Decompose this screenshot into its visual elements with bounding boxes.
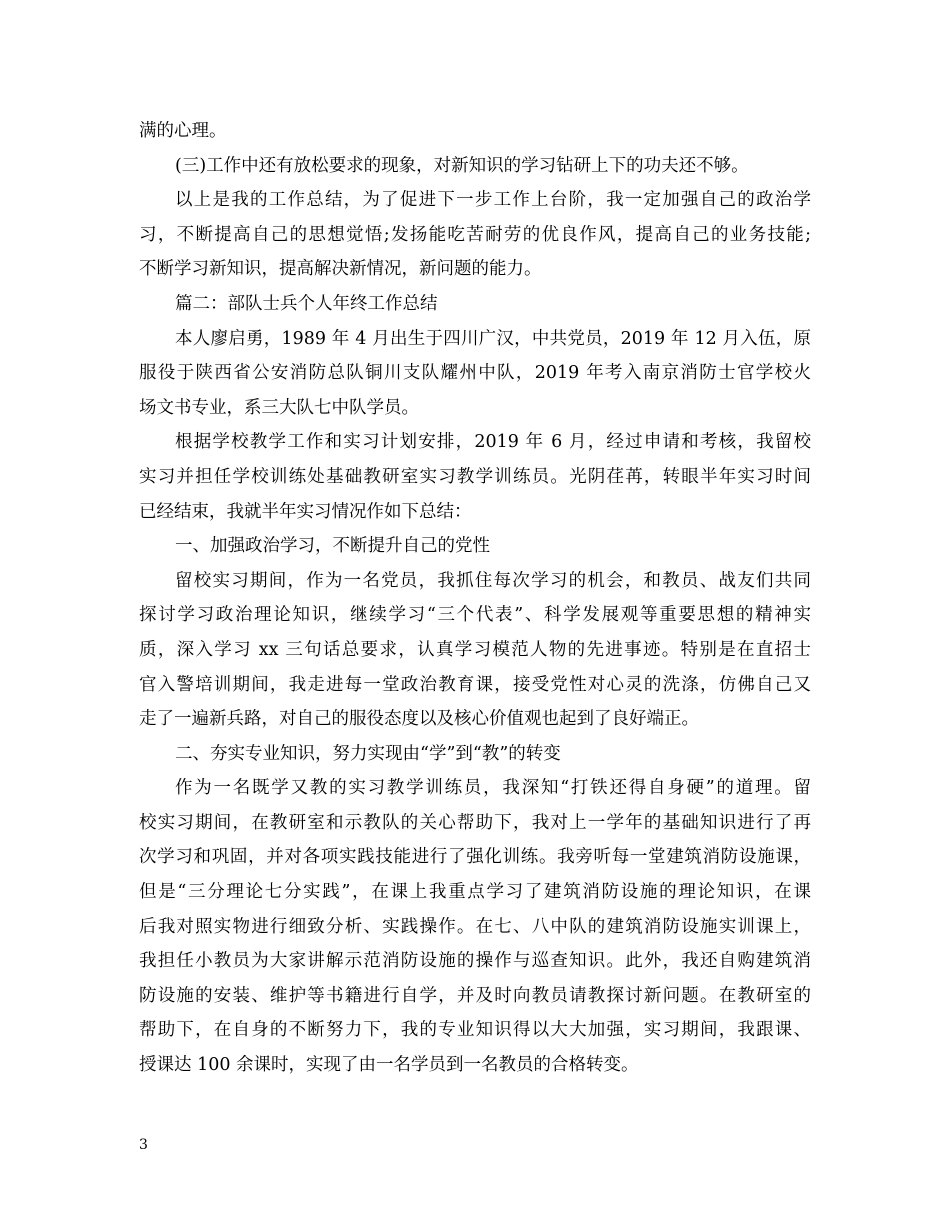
text-line: 质，深入学习 xx 三句话总要求，认真学习模范人物的先进事迹。特别是在直招士	[139, 639, 811, 660]
text-line: 二、夯实专业知识，努力实现由“学”到“教”的转变	[175, 743, 561, 764]
text-line: 后我对照实物进行细致分析、实践操作。在七、八中队的建筑消防设施实训课上，	[139, 916, 811, 937]
text-line: 满的心理。	[139, 121, 227, 141]
text-line: 实习并担任学校训练处基础教研室实习教学训练员。光阴荏苒，转眼半年实习时间	[139, 466, 811, 487]
text-line: 留校实习期间，作为一名党员，我抓住每次学习的机会，和教员、战友们共同	[175, 570, 811, 591]
body-text	[139, 114, 811, 1083]
text-line: 走了一遍新兵路，对自己的服役态度以及核心价值观也起到了良好端正。	[139, 709, 699, 730]
text-line: 我担任小教员为大家讲解示范消防设施的操作与巡查知识。此外，我还自购建筑消	[139, 951, 811, 972]
text-line: 根据学校教学工作和实习计划安排，2019 年 6 月，经过申请和考核，我留校	[175, 432, 811, 453]
text-line: 次学习和巩固，并对各项实践技能进行了强化训练。我旁听每一堂建筑消防设施课，	[139, 847, 811, 868]
text-line: 官入警培训期间，我走进每一堂政治教育课，接受党性对心灵的洗涤，仿佛自己又	[139, 674, 811, 695]
text-line: 授课达 100 余课时，实现了由一名学员到一名教员的合格转变。	[139, 1055, 639, 1076]
text-line: (三)工作中还有放松要求的现象，对新知识的学习钻研上下的功夫还不够。	[175, 155, 749, 176]
text-line: 但是“三分理论七分实践”，在课上我重点学习了建筑消防设施的理论知识，在课	[139, 882, 811, 903]
page-number: 3	[139, 1137, 148, 1153]
text-line: 篇二：部队士兵个人年终工作总结	[175, 293, 438, 314]
text-line: 习，不断提高自己的思想觉悟;发扬能吃苦耐劳的优良作风，提高自己的业务技能;	[139, 224, 811, 245]
text-line: 以上是我的工作总结，为了促进下一步工作上台阶，我一定加强自己的政治学	[175, 190, 811, 211]
text-line: 校实习期间，在教研室和示教队的关心帮助下，我对上一学年的基础知识进行了再	[139, 812, 811, 833]
text-line: 防设施的安装、维护等书籍进行自学，并及时向教员请教探讨新问题。在教研室的	[139, 985, 811, 1006]
text-line: 已经结束，我就半年实习情况作如下总结：	[139, 501, 472, 522]
text-line: 不断学习新知识，提高解决新情况，新问题的能力。	[139, 259, 542, 280]
text-line: 作为一名既学又教的实习教学训练员，我深知“打铁还得自身硬”的道理。留	[175, 778, 811, 799]
text-line: 帮助下，在自身的不断努力下，我的专业知识得以大大加强，实习期间，我跟课、	[139, 1020, 811, 1041]
text-line: 场文书专业，系三大队七中队学员。	[139, 397, 419, 418]
text-line: 探讨学习政治理论知识，继续学习“三个代表”、科学发展观等重要思想的精神实	[139, 605, 811, 626]
text-line: 服役于陕西省公安消防总队铜川支队耀州中队，2019 年考入南京消防士官学校火	[139, 363, 811, 384]
text-line: 一、加强政治学习，不断提升自己的党性	[175, 536, 490, 557]
text-line: 本人廖启勇，1989 年 4 月出生于四川广汉，中共党员，2019 年 12 月入伍，原	[175, 328, 811, 349]
